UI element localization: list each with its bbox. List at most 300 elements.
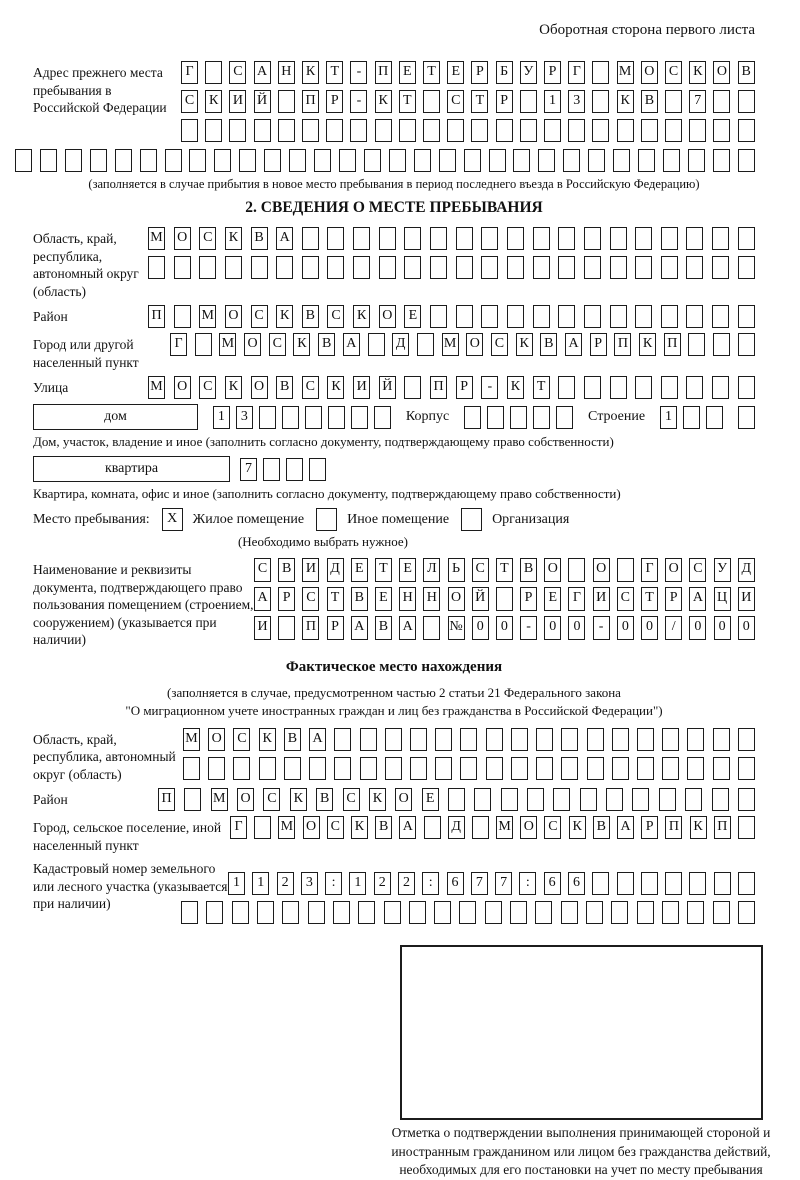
- form-cell[interactable]: Г: [568, 61, 585, 84]
- form-cell[interactable]: Г: [170, 333, 187, 356]
- form-cell[interactable]: [501, 788, 518, 811]
- form-cell[interactable]: [612, 757, 629, 780]
- form-cell[interactable]: [738, 816, 755, 839]
- form-cell[interactable]: Т: [496, 558, 513, 582]
- form-cell[interactable]: С: [491, 333, 508, 356]
- form-cell[interactable]: [464, 406, 481, 429]
- form-cell[interactable]: 0: [617, 616, 634, 640]
- form-cell[interactable]: [637, 757, 654, 780]
- form-cell[interactable]: О: [251, 376, 268, 399]
- form-cell[interactable]: :: [422, 872, 439, 895]
- form-cell[interactable]: К: [617, 90, 634, 113]
- form-cell[interactable]: [714, 872, 731, 895]
- form-cell[interactable]: [538, 149, 555, 172]
- form-cell[interactable]: У: [520, 61, 537, 84]
- form-cell[interactable]: [612, 728, 629, 751]
- form-cell[interactable]: К: [569, 816, 586, 839]
- form-cell[interactable]: Р: [496, 90, 513, 113]
- form-cell[interactable]: С: [263, 788, 280, 811]
- form-cell[interactable]: К: [689, 61, 706, 84]
- form-cell[interactable]: [232, 901, 249, 924]
- form-cell[interactable]: К: [327, 376, 344, 399]
- form-cell[interactable]: 0: [472, 616, 489, 640]
- form-cell[interactable]: [459, 901, 476, 924]
- form-cell[interactable]: [661, 305, 678, 328]
- form-cell[interactable]: [350, 119, 367, 142]
- form-cell[interactable]: С: [544, 816, 561, 839]
- form-cell[interactable]: М: [148, 376, 165, 399]
- form-cell[interactable]: [533, 227, 550, 250]
- form-cell[interactable]: [617, 119, 634, 142]
- form-cell[interactable]: С: [229, 61, 246, 84]
- form-cell[interactable]: 3: [236, 406, 253, 429]
- form-cell[interactable]: Д: [392, 333, 409, 356]
- form-cell[interactable]: [430, 305, 447, 328]
- form-cell[interactable]: [587, 728, 604, 751]
- form-cell[interactable]: [409, 901, 426, 924]
- apartment-type-box[interactable]: квартира: [33, 456, 230, 482]
- form-cell[interactable]: С: [327, 816, 344, 839]
- form-cell[interactable]: С: [233, 728, 250, 751]
- form-cell[interactable]: [195, 333, 212, 356]
- form-cell[interactable]: [511, 728, 528, 751]
- form-cell[interactable]: [738, 406, 755, 429]
- form-cell[interactable]: Б: [496, 61, 513, 84]
- form-cell[interactable]: [713, 901, 730, 924]
- form-cell[interactable]: Т: [327, 587, 344, 611]
- form-cell[interactable]: [610, 227, 627, 250]
- form-cell[interactable]: 7: [689, 90, 706, 113]
- form-cell[interactable]: [738, 376, 755, 399]
- form-cell[interactable]: В: [375, 816, 392, 839]
- form-cell[interactable]: [588, 149, 605, 172]
- form-cell[interactable]: [165, 149, 182, 172]
- form-cell[interactable]: [286, 458, 303, 481]
- form-cell[interactable]: [738, 901, 755, 924]
- form-cell[interactable]: [481, 227, 498, 250]
- form-cell[interactable]: [257, 901, 274, 924]
- form-cell[interactable]: [713, 90, 730, 113]
- form-cell[interactable]: [738, 788, 755, 811]
- form-cell[interactable]: 1: [228, 872, 245, 895]
- form-cell[interactable]: [553, 788, 570, 811]
- form-cell[interactable]: [558, 227, 575, 250]
- form-cell[interactable]: [327, 227, 344, 250]
- form-cell[interactable]: [592, 90, 609, 113]
- form-cell[interactable]: [435, 728, 452, 751]
- form-cell[interactable]: К: [205, 90, 222, 113]
- form-cell[interactable]: [417, 333, 434, 356]
- form-cell[interactable]: [333, 901, 350, 924]
- form-cell[interactable]: 2: [374, 872, 391, 895]
- form-cell[interactable]: -: [350, 90, 367, 113]
- form-cell[interactable]: :: [325, 872, 342, 895]
- form-cell[interactable]: П: [148, 305, 165, 328]
- form-cell[interactable]: Р: [665, 587, 682, 611]
- form-cell[interactable]: [606, 788, 623, 811]
- form-cell[interactable]: [687, 757, 704, 780]
- form-cell[interactable]: [641, 119, 658, 142]
- form-cell[interactable]: Д: [448, 816, 465, 839]
- form-cell[interactable]: 1: [213, 406, 230, 429]
- form-cell[interactable]: [661, 227, 678, 250]
- form-cell[interactable]: [183, 757, 200, 780]
- form-cell[interactable]: [688, 333, 705, 356]
- form-cell[interactable]: 2: [277, 872, 294, 895]
- form-cell[interactable]: С: [327, 305, 344, 328]
- form-cell[interactable]: [430, 227, 447, 250]
- form-cell[interactable]: [641, 872, 658, 895]
- form-cell[interactable]: [510, 406, 527, 429]
- form-cell[interactable]: И: [353, 376, 370, 399]
- form-cell[interactable]: В: [284, 728, 301, 751]
- form-cell[interactable]: 6: [568, 872, 585, 895]
- form-cell[interactable]: Т: [423, 61, 440, 84]
- form-cell[interactable]: [635, 256, 652, 279]
- form-cell[interactable]: [584, 227, 601, 250]
- form-cell[interactable]: Р: [544, 61, 561, 84]
- form-cell[interactable]: [358, 901, 375, 924]
- form-cell[interactable]: [486, 728, 503, 751]
- form-cell[interactable]: Д: [738, 558, 755, 582]
- form-cell[interactable]: [665, 90, 682, 113]
- form-cell[interactable]: [302, 227, 319, 250]
- form-cell[interactable]: [610, 305, 627, 328]
- form-cell[interactable]: С: [343, 788, 360, 811]
- form-cell[interactable]: Е: [351, 558, 368, 582]
- form-cell[interactable]: [486, 757, 503, 780]
- form-cell[interactable]: [423, 119, 440, 142]
- form-cell[interactable]: [665, 872, 682, 895]
- form-cell[interactable]: :: [519, 872, 536, 895]
- form-cell[interactable]: [613, 149, 630, 172]
- form-cell[interactable]: И: [593, 587, 610, 611]
- form-cell[interactable]: С: [254, 558, 271, 582]
- form-cell[interactable]: Н: [423, 587, 440, 611]
- form-cell[interactable]: Е: [422, 788, 439, 811]
- form-cell[interactable]: А: [617, 816, 634, 839]
- form-cell[interactable]: [738, 90, 755, 113]
- form-cell[interactable]: [507, 305, 524, 328]
- form-cell[interactable]: [456, 256, 473, 279]
- form-cell[interactable]: [184, 788, 201, 811]
- form-cell[interactable]: [254, 816, 271, 839]
- form-cell[interactable]: В: [641, 90, 658, 113]
- form-cell[interactable]: [15, 149, 32, 172]
- form-cell[interactable]: Г: [641, 558, 658, 582]
- form-cell[interactable]: [414, 149, 431, 172]
- form-cell[interactable]: К: [225, 376, 242, 399]
- form-cell[interactable]: Р: [278, 587, 295, 611]
- form-cell[interactable]: Г: [230, 816, 247, 839]
- form-cell[interactable]: /: [665, 616, 682, 640]
- form-cell[interactable]: [713, 757, 730, 780]
- form-cell[interactable]: [282, 406, 299, 429]
- form-cell[interactable]: [447, 119, 464, 142]
- form-cell[interactable]: [404, 376, 421, 399]
- form-cell[interactable]: С: [269, 333, 286, 356]
- form-cell[interactable]: [351, 406, 368, 429]
- checkbox-organization[interactable]: [461, 508, 482, 531]
- form-cell[interactable]: [688, 149, 705, 172]
- form-cell[interactable]: [474, 788, 491, 811]
- form-cell[interactable]: [713, 333, 730, 356]
- form-cell[interactable]: [638, 149, 655, 172]
- form-cell[interactable]: [662, 901, 679, 924]
- form-cell[interactable]: [328, 406, 345, 429]
- form-cell[interactable]: В: [302, 305, 319, 328]
- form-cell[interactable]: [439, 149, 456, 172]
- form-cell[interactable]: 7: [471, 872, 488, 895]
- form-cell[interactable]: [309, 757, 326, 780]
- form-cell[interactable]: [364, 149, 381, 172]
- form-cell[interactable]: [713, 119, 730, 142]
- form-cell[interactable]: А: [689, 587, 706, 611]
- form-cell[interactable]: [404, 227, 421, 250]
- form-cell[interactable]: К: [259, 728, 276, 751]
- form-cell[interactable]: [326, 119, 343, 142]
- form-cell[interactable]: [561, 728, 578, 751]
- form-cell[interactable]: [140, 149, 157, 172]
- form-cell[interactable]: Р: [590, 333, 607, 356]
- form-cell[interactable]: [536, 728, 553, 751]
- form-cell[interactable]: С: [447, 90, 464, 113]
- form-cell[interactable]: [584, 376, 601, 399]
- form-cell[interactable]: [40, 149, 57, 172]
- form-cell[interactable]: [389, 149, 406, 172]
- form-cell[interactable]: [334, 728, 351, 751]
- form-cell[interactable]: О: [448, 587, 465, 611]
- form-cell[interactable]: [520, 119, 537, 142]
- form-cell[interactable]: [199, 256, 216, 279]
- form-cell[interactable]: Р: [471, 61, 488, 84]
- form-cell[interactable]: [254, 119, 271, 142]
- form-cell[interactable]: К: [507, 376, 524, 399]
- form-cell[interactable]: -: [520, 616, 537, 640]
- form-cell[interactable]: О: [237, 788, 254, 811]
- form-cell[interactable]: [410, 728, 427, 751]
- form-cell[interactable]: [309, 458, 326, 481]
- form-cell[interactable]: [713, 728, 730, 751]
- form-cell[interactable]: [568, 558, 585, 582]
- form-cell[interactable]: [278, 119, 295, 142]
- form-cell[interactable]: П: [302, 616, 319, 640]
- form-cell[interactable]: 0: [689, 616, 706, 640]
- form-cell[interactable]: [738, 757, 755, 780]
- form-cell[interactable]: С: [181, 90, 198, 113]
- form-cell[interactable]: [580, 788, 597, 811]
- form-cell[interactable]: К: [375, 90, 392, 113]
- form-cell[interactable]: [456, 227, 473, 250]
- form-cell[interactable]: Й: [379, 376, 396, 399]
- form-cell[interactable]: М: [183, 728, 200, 751]
- form-cell[interactable]: [712, 305, 729, 328]
- form-cell[interactable]: [90, 149, 107, 172]
- checkbox-other-premises[interactable]: [316, 508, 337, 531]
- form-cell[interactable]: А: [399, 816, 416, 839]
- form-cell[interactable]: [685, 788, 702, 811]
- form-cell[interactable]: [487, 406, 504, 429]
- form-cell[interactable]: [384, 901, 401, 924]
- form-cell[interactable]: Е: [375, 587, 392, 611]
- form-cell[interactable]: О: [244, 333, 261, 356]
- form-cell[interactable]: В: [593, 816, 610, 839]
- form-cell[interactable]: [214, 149, 231, 172]
- form-cell[interactable]: [683, 406, 700, 429]
- form-cell[interactable]: [586, 901, 603, 924]
- form-cell[interactable]: В: [738, 61, 755, 84]
- form-cell[interactable]: [208, 757, 225, 780]
- form-cell[interactable]: [738, 119, 755, 142]
- form-cell[interactable]: И: [254, 616, 271, 640]
- form-cell[interactable]: [205, 119, 222, 142]
- form-cell[interactable]: [527, 788, 544, 811]
- checkbox-residential[interactable]: X: [162, 508, 183, 531]
- form-cell[interactable]: [738, 728, 755, 751]
- form-cell[interactable]: Л: [423, 558, 440, 582]
- form-cell[interactable]: [738, 149, 755, 172]
- form-cell[interactable]: В: [520, 558, 537, 582]
- form-cell[interactable]: [535, 901, 552, 924]
- form-cell[interactable]: Г: [181, 61, 198, 84]
- form-cell[interactable]: [592, 61, 609, 84]
- form-cell[interactable]: [712, 256, 729, 279]
- form-cell[interactable]: [686, 256, 703, 279]
- form-cell[interactable]: С: [472, 558, 489, 582]
- form-cell[interactable]: О: [665, 558, 682, 582]
- form-cell[interactable]: [686, 227, 703, 250]
- form-cell[interactable]: [471, 119, 488, 142]
- form-cell[interactable]: [712, 376, 729, 399]
- form-cell[interactable]: [592, 872, 609, 895]
- form-cell[interactable]: [334, 757, 351, 780]
- form-cell[interactable]: [65, 149, 82, 172]
- form-cell[interactable]: [456, 305, 473, 328]
- form-cell[interactable]: [713, 149, 730, 172]
- form-cell[interactable]: К: [353, 305, 370, 328]
- form-cell[interactable]: [302, 119, 319, 142]
- form-cell[interactable]: 0: [496, 616, 513, 640]
- form-cell[interactable]: [327, 256, 344, 279]
- form-cell[interactable]: [611, 901, 628, 924]
- form-cell[interactable]: [205, 61, 222, 84]
- form-cell[interactable]: О: [593, 558, 610, 582]
- form-cell[interactable]: [738, 872, 755, 895]
- form-cell[interactable]: Т: [471, 90, 488, 113]
- form-cell[interactable]: [686, 305, 703, 328]
- form-cell[interactable]: [661, 376, 678, 399]
- form-cell[interactable]: П: [665, 816, 682, 839]
- form-cell[interactable]: Н: [278, 61, 295, 84]
- form-cell[interactable]: [460, 728, 477, 751]
- form-cell[interactable]: [225, 256, 242, 279]
- form-cell[interactable]: [738, 305, 755, 328]
- form-cell[interactable]: К: [225, 227, 242, 250]
- form-cell[interactable]: М: [148, 227, 165, 250]
- form-cell[interactable]: К: [276, 305, 293, 328]
- form-cell[interactable]: 1: [349, 872, 366, 895]
- form-cell[interactable]: 0: [641, 616, 658, 640]
- form-cell[interactable]: К: [293, 333, 310, 356]
- form-cell[interactable]: [584, 256, 601, 279]
- form-cell[interactable]: К: [690, 816, 707, 839]
- form-cell[interactable]: [738, 333, 755, 356]
- form-cell[interactable]: [485, 901, 502, 924]
- form-cell[interactable]: [592, 119, 609, 142]
- form-cell[interactable]: [423, 616, 440, 640]
- form-cell[interactable]: [536, 757, 553, 780]
- form-cell[interactable]: П: [430, 376, 447, 399]
- form-cell[interactable]: 1: [660, 406, 677, 429]
- form-cell[interactable]: К: [639, 333, 656, 356]
- form-cell[interactable]: [556, 406, 573, 429]
- form-cell[interactable]: [264, 149, 281, 172]
- form-cell[interactable]: [510, 901, 527, 924]
- form-cell[interactable]: 6: [544, 872, 561, 895]
- form-cell[interactable]: М: [617, 61, 634, 84]
- form-cell[interactable]: [115, 149, 132, 172]
- form-cell[interactable]: [181, 119, 198, 142]
- form-cell[interactable]: [233, 757, 250, 780]
- form-cell[interactable]: [360, 757, 377, 780]
- form-cell[interactable]: Т: [375, 558, 392, 582]
- form-cell[interactable]: К: [302, 61, 319, 84]
- form-cell[interactable]: [339, 149, 356, 172]
- form-cell[interactable]: [385, 728, 402, 751]
- form-cell[interactable]: [687, 901, 704, 924]
- form-cell[interactable]: С: [251, 305, 268, 328]
- form-cell[interactable]: П: [302, 90, 319, 113]
- form-cell[interactable]: [610, 256, 627, 279]
- form-cell[interactable]: И: [302, 558, 319, 582]
- form-cell[interactable]: А: [343, 333, 360, 356]
- form-cell[interactable]: [276, 256, 293, 279]
- form-cell[interactable]: 1: [544, 90, 561, 113]
- form-cell[interactable]: [665, 119, 682, 142]
- form-cell[interactable]: В: [251, 227, 268, 250]
- form-cell[interactable]: [661, 256, 678, 279]
- form-cell[interactable]: [448, 788, 465, 811]
- form-cell[interactable]: [282, 901, 299, 924]
- form-cell[interactable]: 1: [252, 872, 269, 895]
- form-cell[interactable]: [689, 872, 706, 895]
- form-cell[interactable]: О: [713, 61, 730, 84]
- form-cell[interactable]: [353, 256, 370, 279]
- form-cell[interactable]: О: [208, 728, 225, 751]
- form-cell[interactable]: В: [316, 788, 333, 811]
- form-cell[interactable]: 0: [544, 616, 561, 640]
- form-cell[interactable]: [712, 788, 729, 811]
- form-cell[interactable]: Ь: [448, 558, 465, 582]
- form-cell[interactable]: 6: [447, 872, 464, 895]
- form-cell[interactable]: [174, 256, 191, 279]
- form-cell[interactable]: П: [158, 788, 175, 811]
- form-cell[interactable]: [563, 149, 580, 172]
- form-cell[interactable]: [662, 728, 679, 751]
- form-cell[interactable]: В: [278, 558, 295, 582]
- form-cell[interactable]: [410, 757, 427, 780]
- form-cell[interactable]: 7: [240, 458, 257, 481]
- form-cell[interactable]: А: [565, 333, 582, 356]
- form-cell[interactable]: Т: [399, 90, 416, 113]
- form-cell[interactable]: [663, 149, 680, 172]
- form-cell[interactable]: Е: [399, 558, 416, 582]
- form-cell[interactable]: Й: [472, 587, 489, 611]
- form-cell[interactable]: О: [544, 558, 561, 582]
- form-cell[interactable]: [511, 757, 528, 780]
- form-cell[interactable]: [302, 256, 319, 279]
- form-cell[interactable]: Т: [326, 61, 343, 84]
